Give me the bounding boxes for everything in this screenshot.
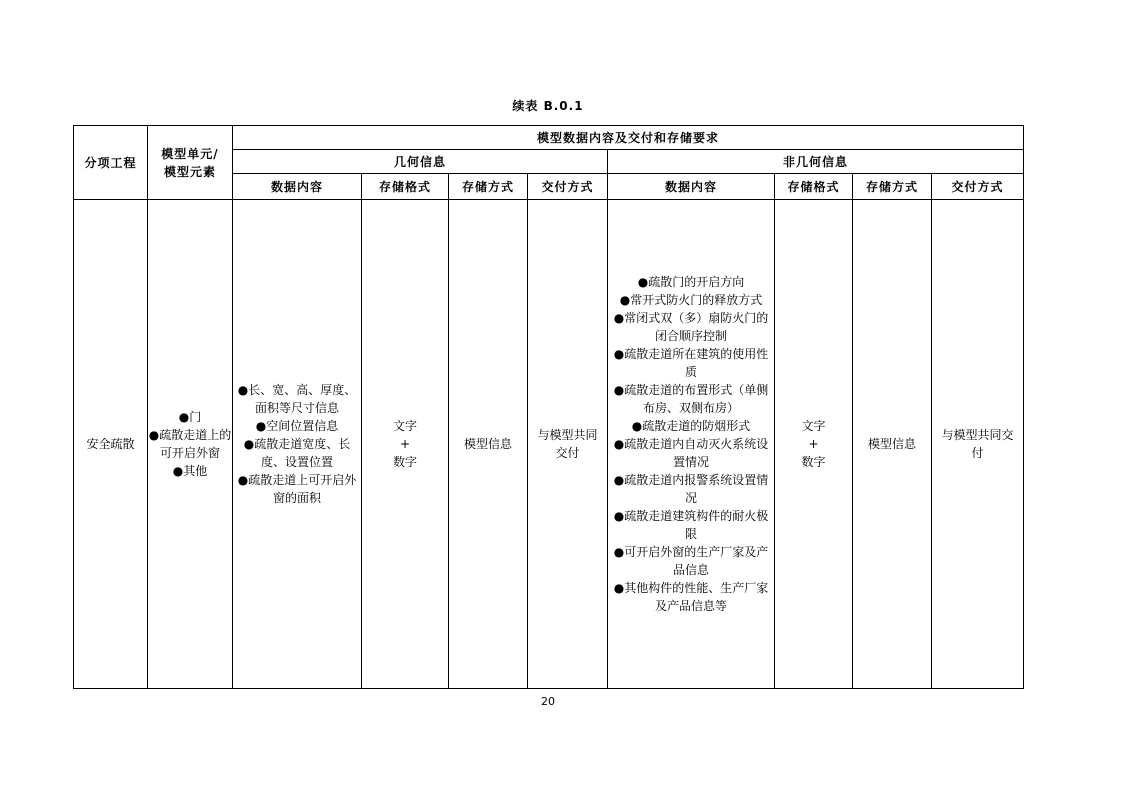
list-item: ●常开式防火门的释放方式 xyxy=(619,293,763,307)
list-item: ●其他 xyxy=(172,464,208,478)
cell-geo-data-content xyxy=(233,200,362,689)
header-nongeo-storage-method: 存储方式 xyxy=(853,174,932,200)
header-geometric-info: 几何信息 xyxy=(233,150,608,174)
header-model-unit: 模型单元/ 模型元素 xyxy=(148,126,233,200)
list-item: ●疏散走道宽度、长度、设置位置 xyxy=(243,437,351,469)
format-number: 数字 xyxy=(801,455,826,469)
header-geo-storage-method: 存储方式 xyxy=(449,174,528,200)
list-item: ●空间位置信息 xyxy=(255,419,339,433)
table-caption: 续表 B.0.1 xyxy=(512,99,584,113)
cell-nongeo-data-content xyxy=(608,200,775,689)
format-number: 数字 xyxy=(392,455,417,469)
list-item: ●疏散走道内自动灭火系统设置情况 xyxy=(613,437,769,469)
cell-nongeo-storage-method: 模型信息 xyxy=(853,200,932,689)
header-geo-delivery-method: 交付方式 xyxy=(528,174,608,200)
list-item: ●疏散走道的布置形式（单侧布房、双侧布房） xyxy=(613,383,769,415)
list-item: ●疏散门的开启方向 xyxy=(637,275,745,289)
list-item: ●门 xyxy=(178,410,202,424)
list-item: ●疏散走道的防烟形式 xyxy=(631,419,751,433)
header-geo-data-content: 数据内容 xyxy=(233,174,362,200)
list-item: ●可开启外窗的生产厂家及产品信息 xyxy=(613,545,769,577)
list-item: ●疏散走道上可开启外窗的面积 xyxy=(237,473,357,505)
table-row xyxy=(74,200,1024,689)
list-item: ●疏散走道所在建筑的使用性质 xyxy=(613,347,769,379)
cell-sub-project: 安全疏散 xyxy=(74,200,148,689)
format-plus: + xyxy=(399,437,411,451)
format-text: 文字 xyxy=(392,419,417,433)
list-item: ●其他构件的性能、生产厂家及产品信息等 xyxy=(613,581,769,613)
header-nongeo-storage-format: 存储格式 xyxy=(775,174,853,200)
list-item: ●疏散走道内报警系统设置情况 xyxy=(613,473,769,505)
list-item: ●长、宽、高、厚度、面积等尺寸信息 xyxy=(237,383,357,415)
format-plus: + xyxy=(808,437,819,451)
header-non-geometric-info: 非几何信息 xyxy=(608,150,1024,174)
header-requirements: 模型数据内容及交付和存储要求 xyxy=(233,126,1024,150)
model-data-table xyxy=(73,125,1024,689)
header-sub-project: 分项工程 xyxy=(74,126,148,200)
cell-model-elements xyxy=(148,200,233,689)
format-text: 文字 xyxy=(801,419,826,433)
page-number: 20 xyxy=(541,695,555,708)
header-nongeo-data-content: 数据内容 xyxy=(608,174,775,200)
list-item: ●常闭式双（多）扇防火门的闭合顺序控制 xyxy=(613,311,769,343)
header-nongeo-delivery-method: 交付方式 xyxy=(932,174,1024,200)
cell-geo-storage-format xyxy=(362,200,449,689)
cell-nongeo-delivery-method: 与模型共同交付 xyxy=(932,200,1024,689)
list-item: ●疏散走道建筑构件的耐火极限 xyxy=(613,509,769,541)
cell-nongeo-storage-format xyxy=(775,200,853,689)
cell-geo-delivery-method: 与模型共同交付 xyxy=(528,200,608,689)
list-item: ●疏散走道上的可开启外窗 xyxy=(148,428,232,460)
cell-geo-storage-method: 模型信息 xyxy=(449,200,528,689)
header-geo-storage-format: 存储格式 xyxy=(362,174,449,200)
